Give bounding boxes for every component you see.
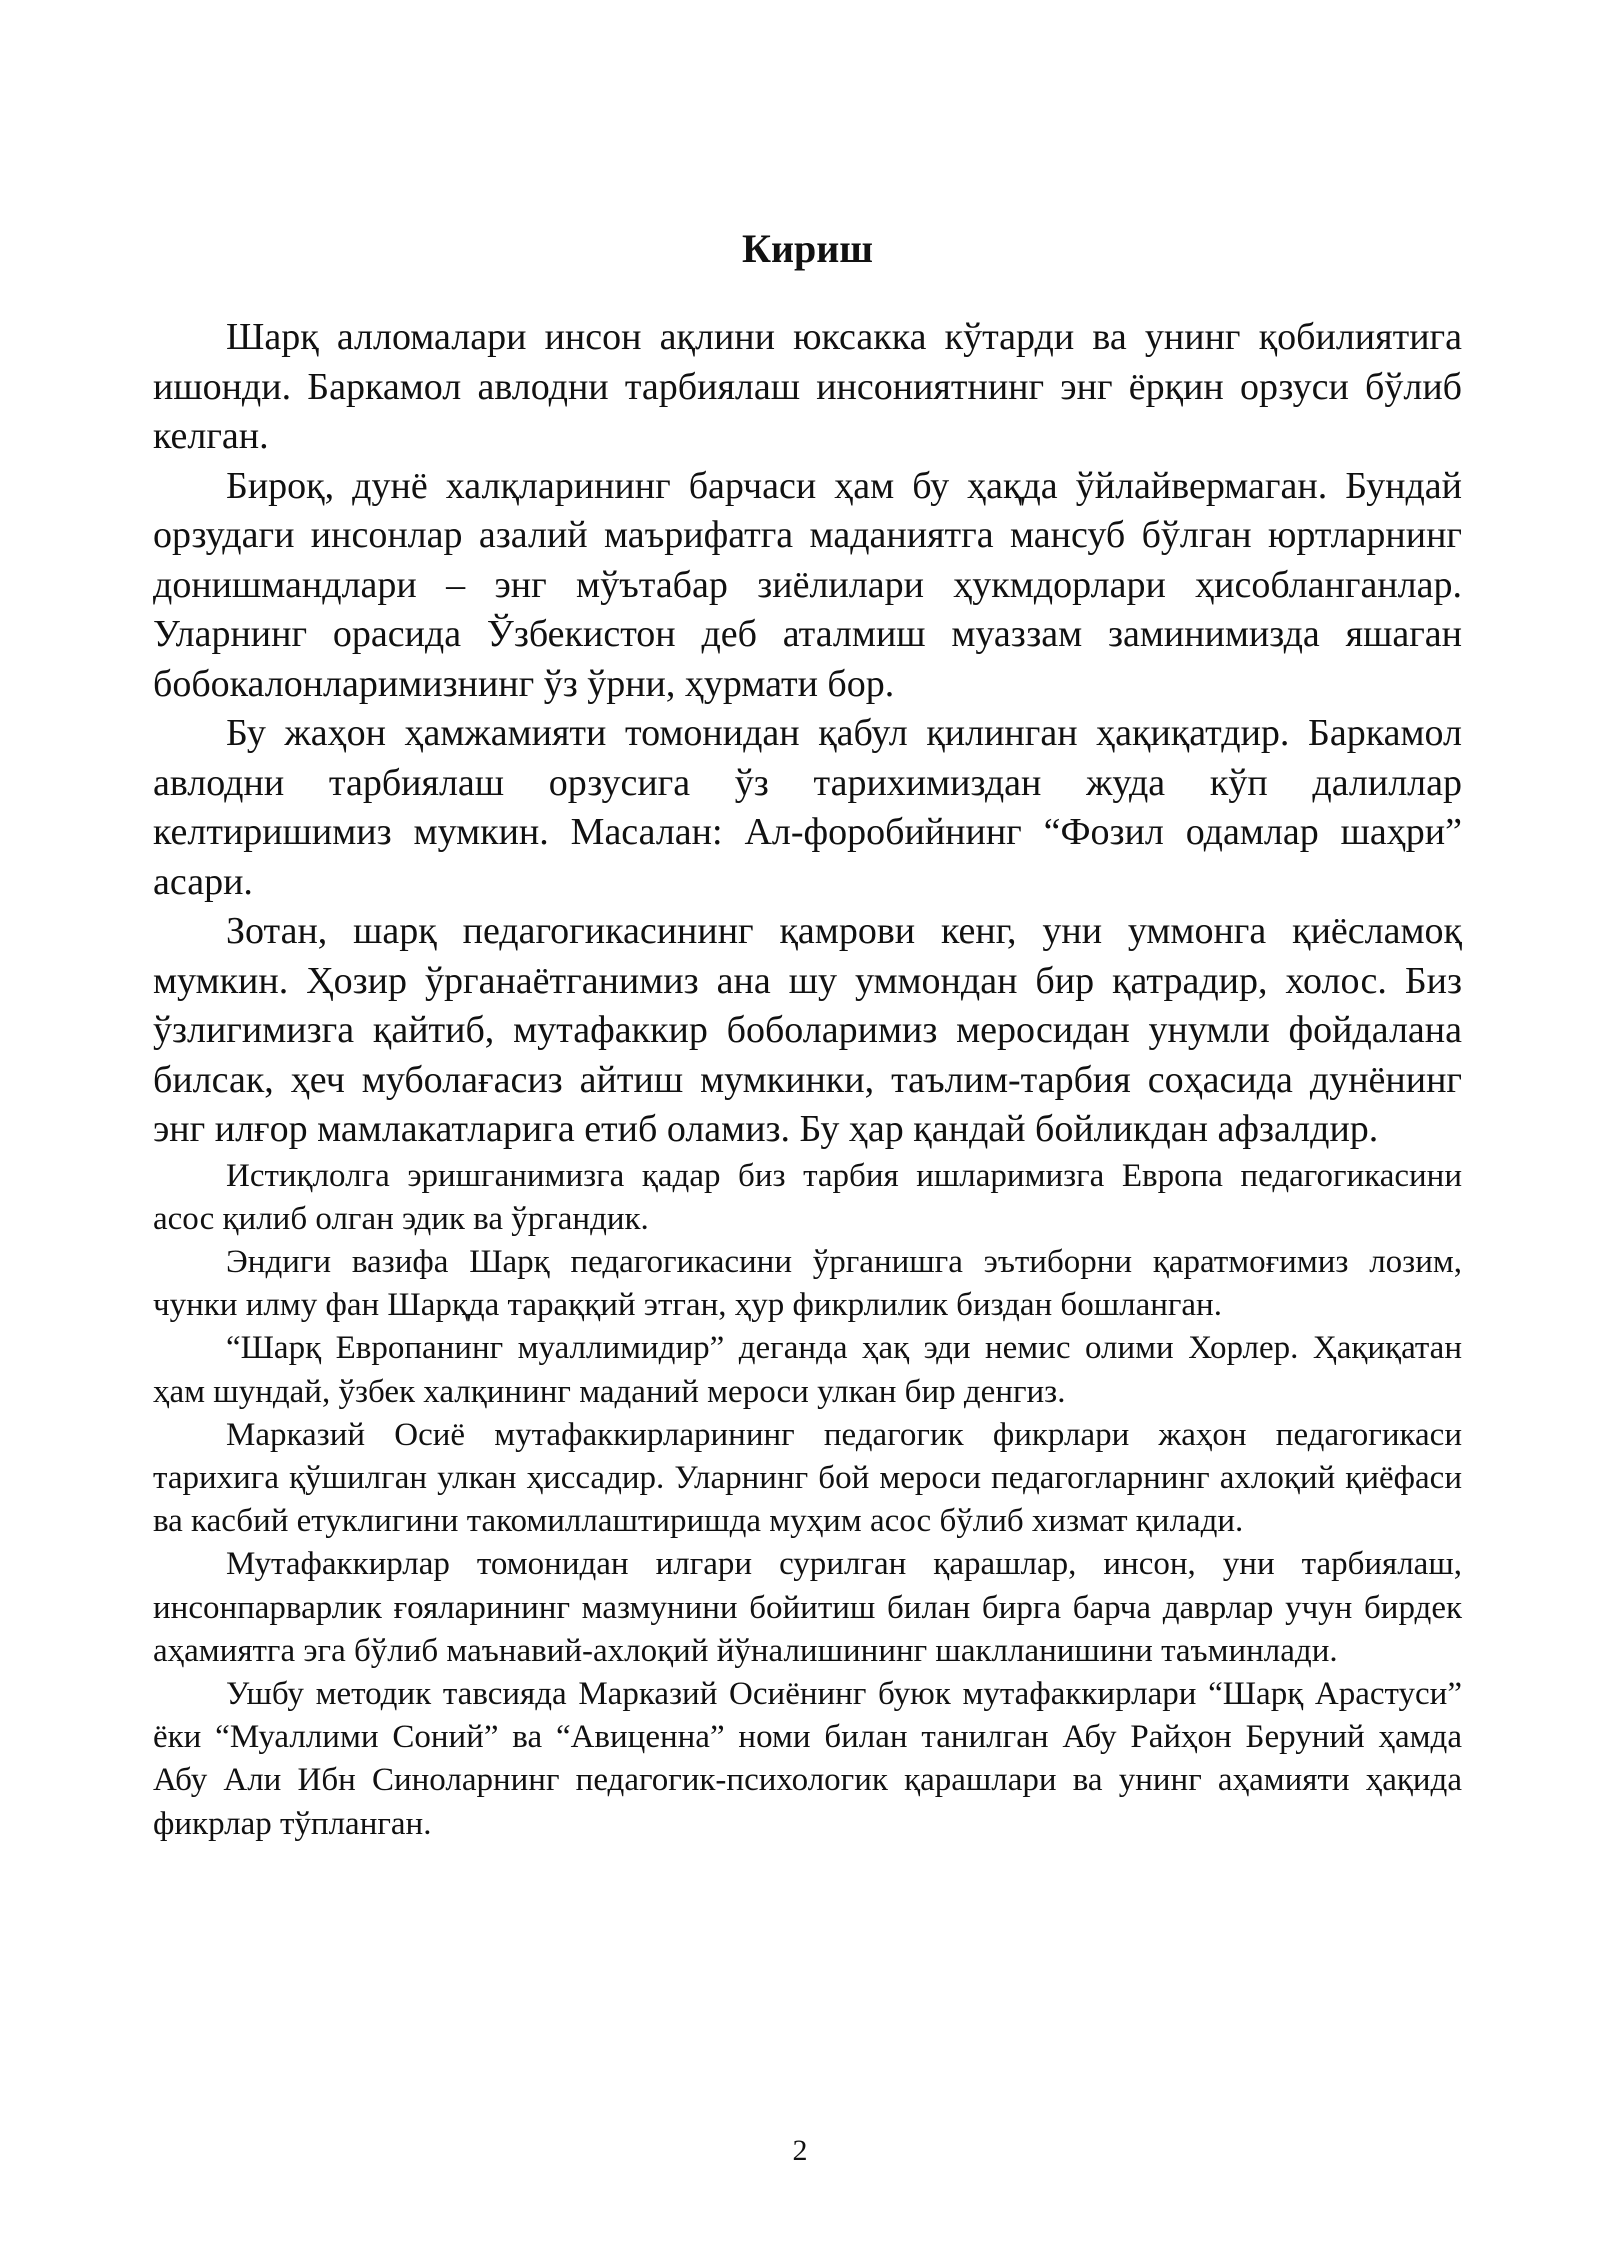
paragraph-2: Бироқ, дунё халқларининг барчаси ҳам бу ҳақда ўйлайвермаган. Бундай орзудаги инсонлар азалий маърифатга маданиятга мансуб бўлган юртларнинг донишмандлари – энг мўътабар зиёлилари ҳукмдорлари ҳисобланганлар. Уларнинг орасида Ўзбекистон деб аталмиш муаззам заминимизда яшаган бобокалонларимизнинг ўз ўрни, ҳурмати бор. [153, 464, 1462, 705]
paragraph-3: Бу жаҳон ҳамжамияти томонидан қабул қилинган ҳақиқатдир. Баркамол авлодни тарбиялаш орзусига ўз тарихимиздан жуда кўп далиллар келтиришимиз мумкин. Масалан: Ал-форобийнинг “Фозил одамлар шаҳри” асари. [153, 712, 1462, 903]
paragraph-5: Истиқлолга эришганимизга қадар биз тарбия ишларимизга Европа педагогикасини асос қилиб олган эдик ва ўргандик. [153, 1157, 1462, 1237]
page-number: 2 [792, 2134, 808, 2167]
page-title: Кириш [741, 226, 874, 271]
paragraph-10: Ушбу методик тавсияда Марказий Осиёнинг буюк мутафаккирлари “Шарқ Арастуси” ёки “Муаллими Соний” ва “Авиценна” номи билан танилган Абу Райҳон Беруний ҳамда Абу Али Ибн Синоларнинг педагогик-психологик қарашлари ва унинг аҳамияти ҳақида фикрлар тўпланган. [153, 1675, 1462, 1842]
paragraph-6: Эндиги вазифа Шарқ педагогикасини ўрганишга эътиборни қаратмоғимиз лозим, чунки илму фан Шарқда тараққий этган, ҳур фикрлилик биздан бошланган. [153, 1243, 1462, 1324]
paragraph-9: Мутафаккирлар томонидан илгари сурилган қарашлар, инсон, уни тарбиялаш, инсонпарварлик ғояларининг мазмунини бойитиш билан бирга барча даврлар учун бирдек аҳамиятга эга бўлиб маънавий-ахлоқий йўналишининг шаклланишини таъминлади. [153, 1546, 1462, 1669]
paragraph-7: “Шарқ Европанинг муаллимидир” деганда ҳақ эди немис олими Хорлер. Ҳақиқатан ҳам шундай, ўзбек халқининг маданий мероси улкан бир денгиз. [153, 1330, 1462, 1410]
paragraph-4: Зотан, шарқ педагогикасининг қамрови кенг, уни уммонга қиёсламоқ мумкин. Ҳозир ўрганаётганимиз ана шу уммондан бир қатрадир, холос. Биз ўзлигимизга қайтиб, мутафаккир боболаримиз меросидан унумли фойдалана билсак, ҳеч муболағасиз айтиш мумкинки, таълим-тарбия соҳасида дунёнинг энг илғор мамлакатларига етиб оламиз. Бу ҳар қандай бойликдан афзалдир. [153, 910, 1462, 1150]
document-page [153, 225, 1462, 1846]
paragraph-1: Шарқ алломалари инсон ақлини юксакка кўтарди ва унинг қобилиятига ишонди. Баркамол авлодни тарбиялаш инсониятнинг энг ёрқин орзуси бўлиб келган. [153, 316, 1462, 457]
paragraph-8: Марказий Осиё мутафаккирларининг педагогик фикрлари жаҳон педагогикаси тарихига қўшилган улкан ҳиссадир. Уларнинг бой мероси педагогларнинг ахлоқий қиёфаси ва касбий етуклигини такомиллаштиришда муҳим асос бўлиб хизмат қилади. [153, 1416, 1462, 1540]
